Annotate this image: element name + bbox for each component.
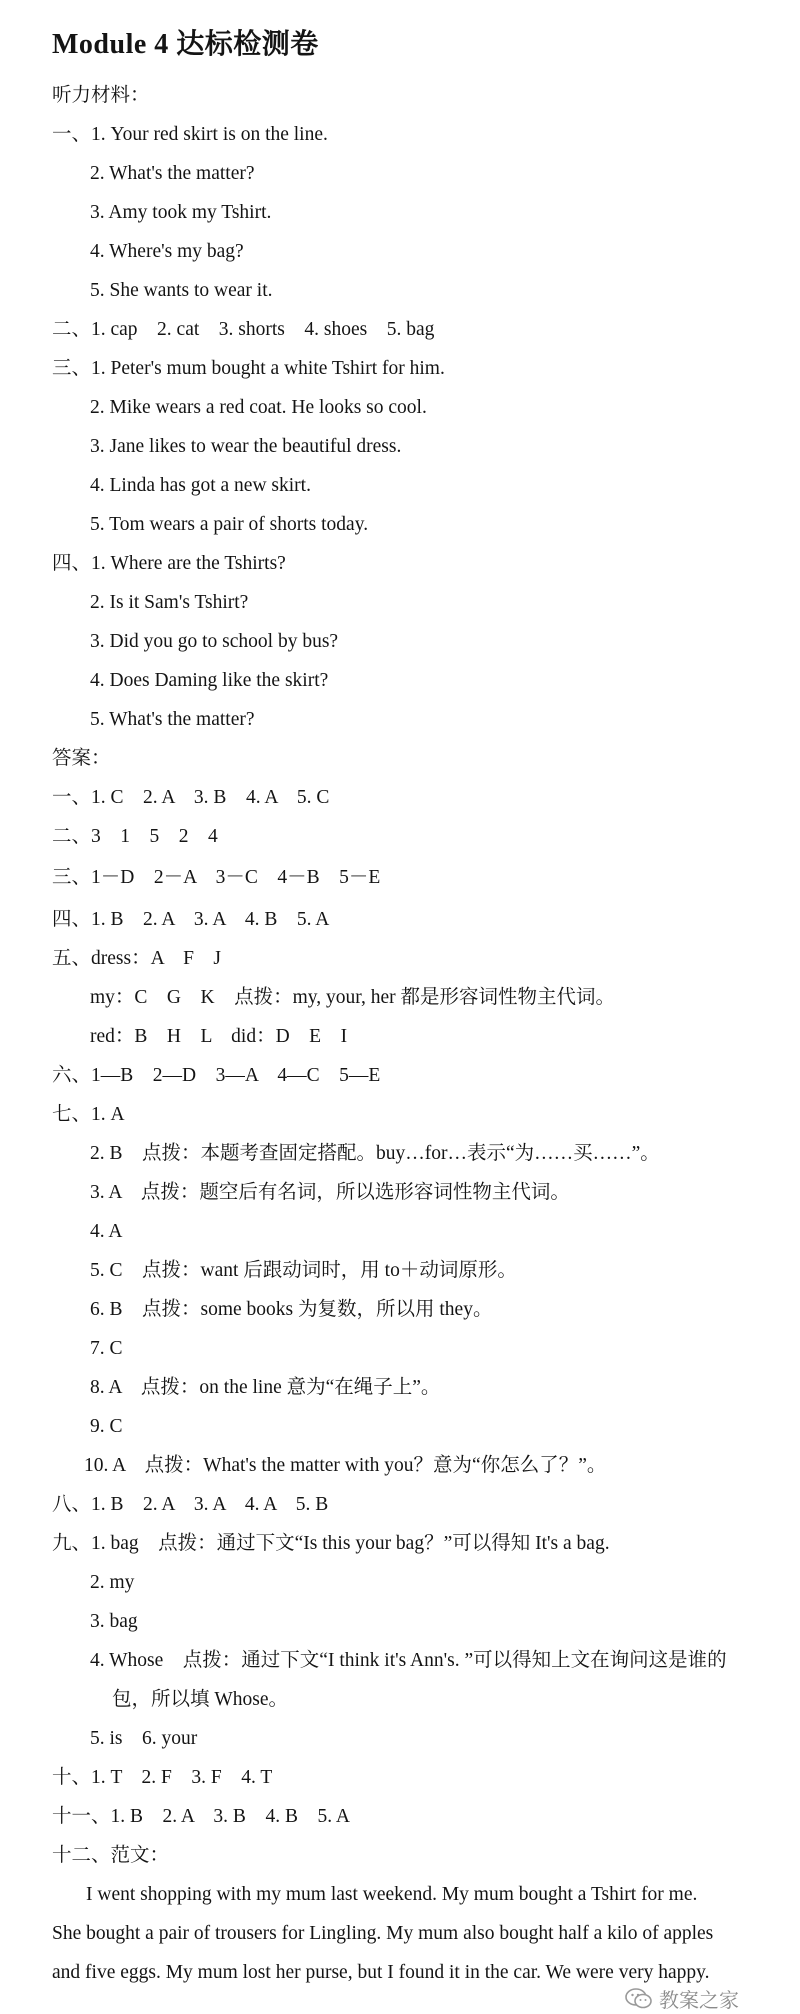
answer-line: 二、3 1 5 2 4: [52, 826, 218, 847]
text-line: 2. Mike wears a red coat. He looks so cool.: [90, 397, 427, 418]
text-line: 2. Is it Sam's Tshirt?: [90, 592, 249, 613]
answer-line: 七、1. A: [52, 1104, 125, 1125]
answer-line: 九、1. bag 点拨：通过下文“Is this your bag？”可以得知 It's a bag.: [52, 1533, 610, 1554]
answer-line: 4. Whose 点拨：通过下文“I think it's Ann's. ”可以得知上文在询问这是谁的: [90, 1650, 727, 1671]
text-line: 4. Does Daming like the skirt?: [90, 670, 329, 691]
text-line: 一、1. Your red skirt is on the line.: [52, 124, 328, 145]
answer-line: 6. B 点拨：some books 为复数，所以用 they。: [90, 1299, 493, 1320]
text-line: 3. Jane likes to wear the beautiful dress.: [90, 436, 402, 457]
answer-line: 7. C: [90, 1338, 123, 1359]
section-label-answers: 答案：: [52, 748, 111, 769]
text-line: 3. Did you go to school by bus?: [90, 631, 339, 652]
answer-line: red：B H L did：D E I: [90, 1026, 348, 1047]
answer-line: 2. B 点拨：本题考查固定搭配。buy…for…表示“为……买……”。: [90, 1143, 660, 1164]
answer-line: 八、1. B 2. A 3. A 4. A 5. B: [52, 1494, 329, 1515]
answer-line: my：C G K 点拨：my, your, her 都是形容词性物主代词。: [90, 987, 615, 1008]
text-line: 四、1. Where are the Tshirts?: [52, 553, 286, 574]
answer-line: 9. C: [90, 1416, 123, 1437]
answer-line: 3. bag: [90, 1611, 138, 1632]
answer-line: 3. A 点拨：题空后有名词，所以选形容词性物主代词。: [90, 1182, 570, 1203]
answer-line: 十、1. T 2. F 3. F 4. T: [52, 1767, 273, 1788]
text-line: 三、1. Peter's mum bought a white Tshirt for him.: [52, 358, 445, 379]
answer-line: 2. my: [90, 1572, 135, 1593]
answer-line: 三、1－D 2－A 3－C 4－B 5－E: [52, 867, 381, 888]
answer-line: 包，所以填 Whose。: [112, 1689, 289, 1710]
section-label-sample-essay: 十二、范文：: [52, 1845, 170, 1866]
answer-line: 一、1. C 2. A 3. B 4. A 5. C: [52, 787, 330, 808]
essay-line: and five eggs. My mum lost her purse, but I found it in the car. We were very happy.: [52, 1962, 710, 1983]
answer-line: 8. A 点拨：on the line 意为“在绳子上”。: [90, 1377, 441, 1398]
text-line: 5. She wants to wear it.: [90, 280, 273, 301]
text-line: 4. Linda has got a new skirt.: [90, 475, 311, 496]
answer-line: 5. is 6. your: [90, 1728, 198, 1749]
essay-line: I went shopping with my mum last weekend. My mum bought a Tshirt for me.: [86, 1884, 698, 1905]
text-line: 二、1. cap 2. cat 3. shorts 4. shoes 5. bag: [52, 319, 435, 340]
text-line: 4. Where's my bag?: [90, 241, 244, 262]
answer-line: 10. A 点拨：What's the matter with you？意为“你怎么了？”。: [84, 1455, 607, 1476]
text-line: 2. What's the matter?: [90, 163, 255, 184]
watermark: [625, 1984, 739, 2013]
page-title: Module 4 达标检测卷: [52, 29, 319, 60]
section-label-listening: 听力材料：: [52, 85, 150, 106]
answer-line: 四、1. B 2. A 3. A 4. B 5. A: [52, 909, 330, 930]
answer-line: 4. A: [90, 1221, 123, 1242]
essay-line: She bought a pair of trousers for Lingling. My mum also bought half a kilo of apples: [52, 1923, 714, 1944]
answer-line: 六、1—B 2—D 3—A 4—C 5—E: [52, 1065, 381, 1086]
text-line: 5. What's the matter?: [90, 709, 255, 730]
answer-line: 五、dress：A F J: [52, 948, 222, 969]
text-line: 3. Amy took my Tshirt.: [90, 202, 272, 223]
text-line: 5. Tom wears a pair of shorts today.: [90, 514, 369, 535]
answer-line: 十一、1. B 2. A 3. B 4. B 5. A: [52, 1806, 350, 1827]
answer-line: 5. C 点拨：want 后跟动词时，用 to＋动词原形。: [90, 1260, 517, 1281]
watermark-text: 教案之家: [659, 1988, 739, 2012]
wechat-icon: [625, 1987, 653, 2011]
